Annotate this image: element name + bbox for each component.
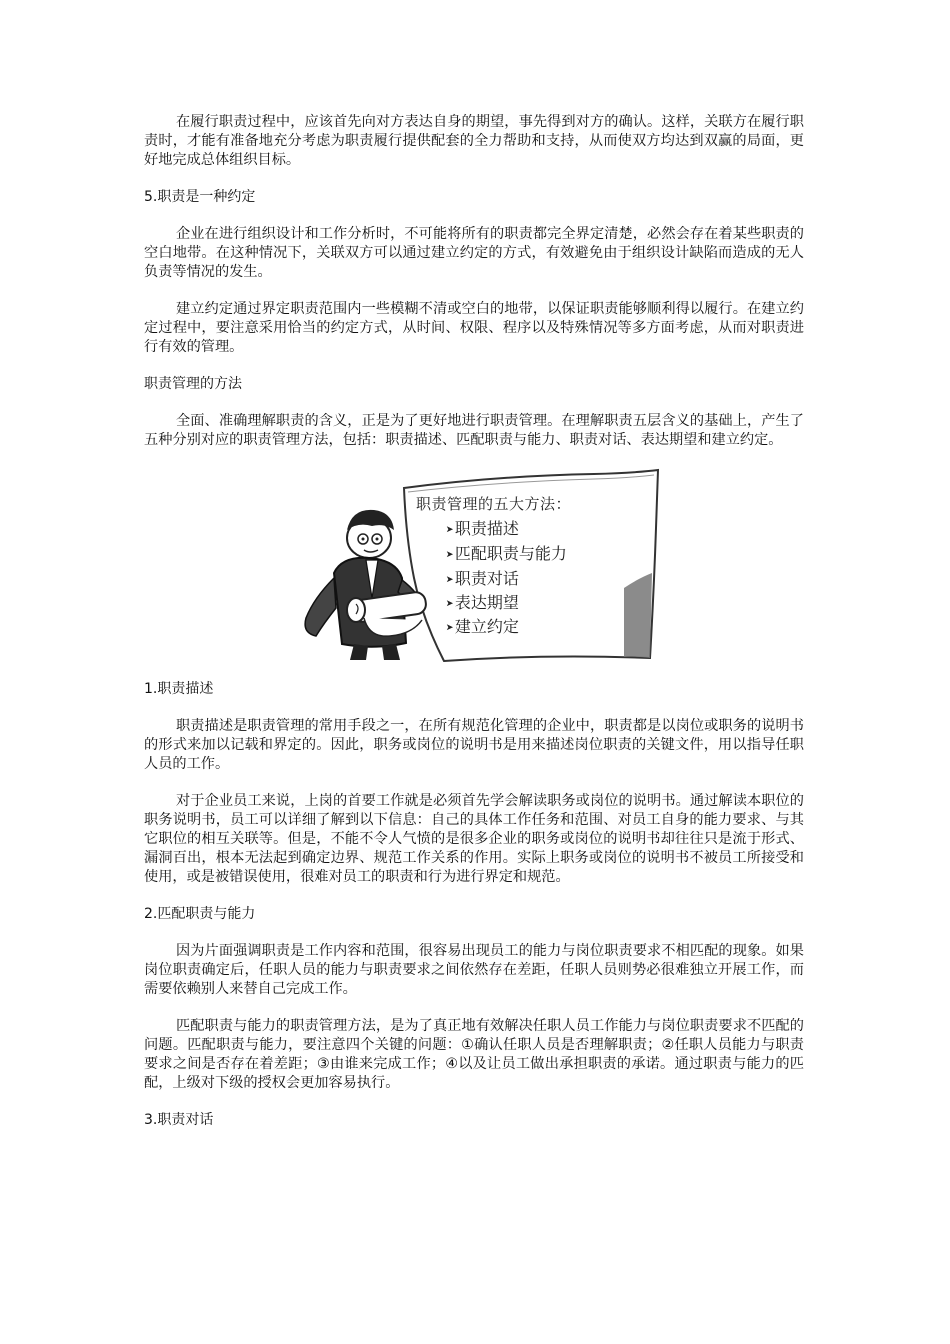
arrow-icon: ➤: [446, 573, 454, 588]
sign-item-label: 建立约定: [454, 617, 519, 636]
paragraph-match-2: 匹配职责与能力的职责管理方法，是为了真正地有效解决任职人员工作能力与岗位职责要求不匹配的问题。匹配职责与能力，要注意四个关键的问题：①确认任职人员是否理解职责；②任职人员能力与职责要求之间是否存在着差距；③由谁来完成工作；④以及让员工做出承担职责的承诺。通过职责与能力的匹配，上级对下级的授权会更加容易执行。: [144, 1018, 804, 1091]
sign-item-match: [446, 541, 567, 564]
paragraph-methods-intro: 全面、准确理解职责的含义，正是为了更好地进行职责管理。在理解职责五层含义的基础上，产生了五种分别对应的职责管理方法，包括：职责描述、匹配职责与能力、职责对话、表达期望和建立约定。: [144, 413, 804, 448]
arrow-icon: ➤: [446, 548, 454, 563]
sign-item-label: 职责描述: [454, 519, 519, 538]
paragraph-description-1: 职责描述是职责管理的常用手段之一，在所有规范化管理的企业中，职责都是以岗位或职务的说明书的形式来加以记载和界定的。因此，职务或岗位的说明书是用来描述岗位职责的关键文件，用以指导任职人员的工作。: [144, 718, 804, 772]
heading-section-2: 2.匹配职责与能力: [144, 906, 256, 922]
sign-item-label: 职责对话: [454, 569, 519, 588]
heading-section-1: 1.职责描述: [144, 681, 214, 697]
sign-item-label: 表达期望: [454, 593, 519, 612]
paragraph-match-1: 因为片面强调职责是工作内容和范围，很容易出现员工的能力与岗位职责要求不相匹配的现象。如果岗位职责确定后，任职人员的能力与职责要求之间依然存在差距，任职人员则势必很难独立开展工作，而需要依赖别人来替自己完成工作。: [144, 943, 804, 997]
arrow-icon: ➤: [446, 621, 454, 636]
sign-item-label: 匹配职责与能力: [454, 544, 567, 563]
heading-methods: 职责管理的方法: [144, 376, 242, 392]
paragraph-agreement-2: 建立约定通过界定职责范围内一些模糊不清或空白的地带，以保证职责能够顺利得以履行。在建立约定过程中，要注意采用恰当的约定方式，从时间、权限、程序以及特殊情况等多方面考虑，从而对职责进行有效的管理。: [144, 301, 804, 355]
paragraph-expectation: 在履行职责过程中，应该首先向对方表达自身的期望，事先得到对方的确认。这样，关联方在履行职责时，才能有准备地充分考虑为职责履行提供配套的全力帮助和支持，从而使双方均达到双赢的局面，更好地完成总体组织目标。: [144, 114, 804, 168]
sign-item-description: [446, 516, 519, 539]
paragraph-description-2: 对于企业员工来说，上岗的首要工作就是必须首先学会解读职务或岗位的说明书。通过解读本职位的职务说明书，员工可以详细了解到以下信息：自己的具体工作任务和范围、对员工自身的能力要求、与其它职位的相互关联等。但是，不能不令人气愤的是很多企业的职务或岗位的说明书却往往只是流于形式、漏洞百出，根本无法起到确定边界、规范工作关系的作用。实际上职务或岗位的说明书不被员工所接受和使用，或是被错误使用，很难对员工的职责和行为进行界定和规范。: [144, 793, 804, 885]
sign-title: 职责管理的五大方法：: [416, 495, 572, 513]
arrow-icon: ➤: [446, 523, 454, 538]
sign-item-agreement: [446, 614, 519, 637]
paragraph-agreement-1: 企业在进行组织设计和工作分析时，不可能将所有的职责都完全界定清楚，必然会存在着某些职责的空白地带。在这种情况下，关联双方可以通过建立约定的方式，有效避免由于组织设计缺陷而造成的无人负责等情况的发生。: [144, 226, 804, 280]
document-page: [144, 113, 804, 1130]
heading-section-3: 3.职责对话: [144, 1112, 214, 1128]
arrow-icon: ➤: [446, 597, 454, 612]
sign-shadow: [624, 573, 652, 658]
heading-section-5: 5.职责是一种约定: [144, 189, 256, 205]
sign-item-expectation: [446, 590, 519, 613]
sign-item-dialogue: [446, 566, 519, 589]
five-methods-illustration: [294, 468, 674, 664]
